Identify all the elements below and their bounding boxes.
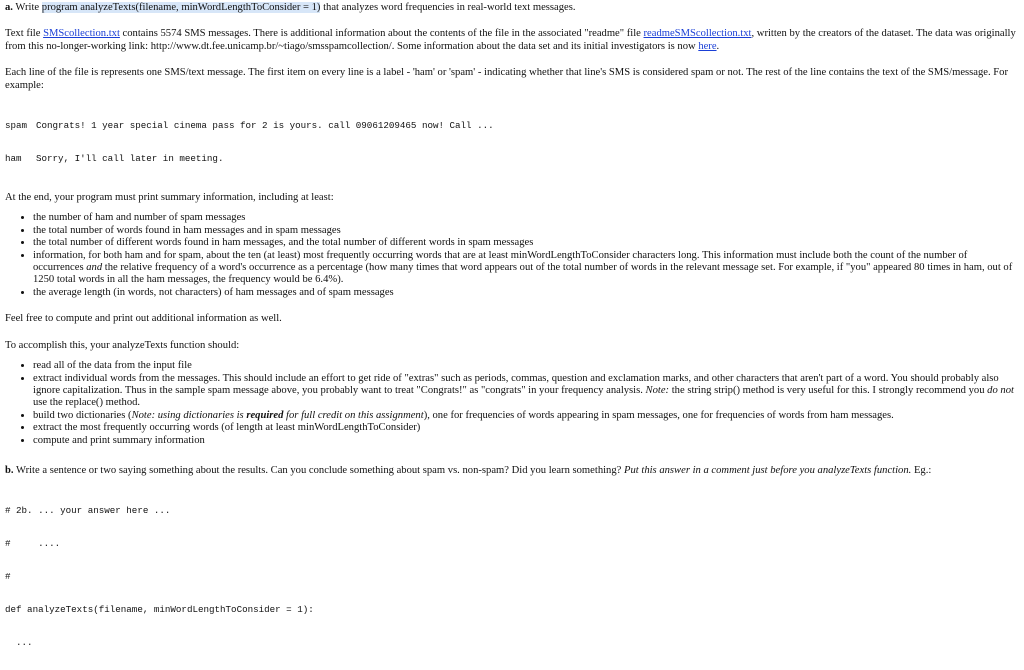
smscollection-link[interactable]: SMScollection.txt [43,28,120,40]
part-a-label: a. [5,2,13,13]
sample-row [5,120,1018,131]
intro-text-3: , written by the creators of the dataset. The data was originally from this no-longer-working link: http://www.dt.fee.unicamp.br/~tiago/smsspamcollection/. Some information about the data set and its initial investigators is now [5,28,1016,52]
function-signature-highlight: program analyzeTexts(filename, minWordLengthToConsider = 1) [41,2,321,13]
part-a-pre: Write [15,2,42,13]
sample-messages [5,98,1018,186]
steps-list [5,360,1018,447]
feel-free-text: Feel free to compute and print out additional information as well. [5,313,282,325]
list-item [33,250,1018,287]
code-line: # .... [5,538,61,550]
part-a-post: that analyzes word frequencies in real-world text messages. [320,2,576,13]
sample-label: spam [5,120,28,132]
item-text: ), one for frequencies of words appearing in spam messages, one for frequencies of words from ham messages. [423,409,894,421]
list-item: • the number of ham and number of spam messages [33,212,1018,224]
part-b-eg: Eg.: [911,464,932,476]
item-text: use the replace() method. [33,397,141,409]
summary-list [5,212,1018,299]
list-item: • the total number of different words found in ham messages, and the total number of different words in spam messages [33,237,1018,249]
item-emphasis: and [86,262,103,274]
code-line: def analyzeTexts(filename, minWordLengthToConsider = 1): [5,604,314,616]
list-item [33,410,1018,422]
sample-text: Congrats! 1 year special cinema pass for 2 is yours. call 09061209465 now! Call ... [36,120,494,132]
list-item: • read all of the data from the input file [33,360,1018,372]
intro-text-4: . [716,40,720,52]
item-text: the string strip() method is very useful for this. I strongly recommend you [669,384,988,396]
summary-intro: At the end, your program must print summary information, including at least: [5,192,334,204]
item-text: the relative frequency of a word's occurrence as a percentage (how many times that word appears out of the total number of words in the relevant message set. For example, if "you" appeared 80 times in ham, out of 1250 total words in all the ham messages, the frequency would be 6.4%). [33,262,1013,286]
item-text: extract individual words from the messages. This should include an effort to get ride of "extras" such as periods, commas, question and exclamation marks, and other characters that aren't part of a word. You should probably also ignore capitalization. Thus in the sample spam message above, you probably want to treat "Congrats!" as "congrats" in your frequency analysis. [33,372,999,396]
part-b-text: Write a sentence or two saying something about the results. Can you conclude something about spam vs. non-spam? Did you learn something? [13,464,625,476]
part-b-instruction: Put this answer in a comment just before you analyzeTexts function. [624,464,912,476]
file-format-paragraph: Each line of the file is represents one SMS/text message. The first item on every line is a label - 'ham' or 'spam' - indicating whether that line's SMS is considered spam or not. The rest of the line contains the text of the SMS/message. For example: [5,67,1008,91]
readme-link[interactable]: readmeSMScollection.txt [643,28,752,40]
item-text: information, for both ham and for spam, about the ten (at least) most frequently occurring words that are at least minWordLengthToConsider characters long. This information must include both the count of the number of occurrences [33,249,968,274]
part-b-label: b. [5,464,14,476]
item-note: Note: [645,384,670,396]
intro-paragraph [5,28,1018,53]
intro-text-1: Text file [5,28,44,40]
list-item: • the total number of words found in ham messages and in spam messages [33,225,1018,237]
here-link[interactable]: here [698,40,717,52]
part-a-heading [5,2,1018,14]
sample-row [5,153,1018,164]
part-b-paragraph [5,465,1018,477]
item-note: Note: using dictionaries is [131,409,247,421]
code-line: # [5,571,11,583]
sample-text: Sorry, I'll call later in meeting. [36,153,224,165]
code-example [5,483,1018,670]
item-emphasis: required [246,409,284,421]
item-note: for full credit on this assignment [283,409,424,421]
item-emphasis: do not [987,384,1014,396]
intro-text-2: contains 5574 SMS messages. There is additional information about the contents of the file in the associated "readme" file [119,28,644,40]
code-line: # 2b. ... your answer here ... [5,505,171,517]
list-item: • extract the most frequently occurring words (of length at least minWordLengthToConsider) [33,422,1018,434]
list-item: • compute and print summary information [33,435,1018,447]
code-line: ... [5,637,33,649]
list-item: • the average length (in words, not characters) of ham messages and of spam messages [33,287,1018,299]
item-text: build two dictionaries ( [33,409,132,421]
accomplish-intro: To accomplish this, your analyzeTexts function should: [5,339,240,351]
sample-label: ham [5,153,22,165]
list-item [33,373,1018,410]
